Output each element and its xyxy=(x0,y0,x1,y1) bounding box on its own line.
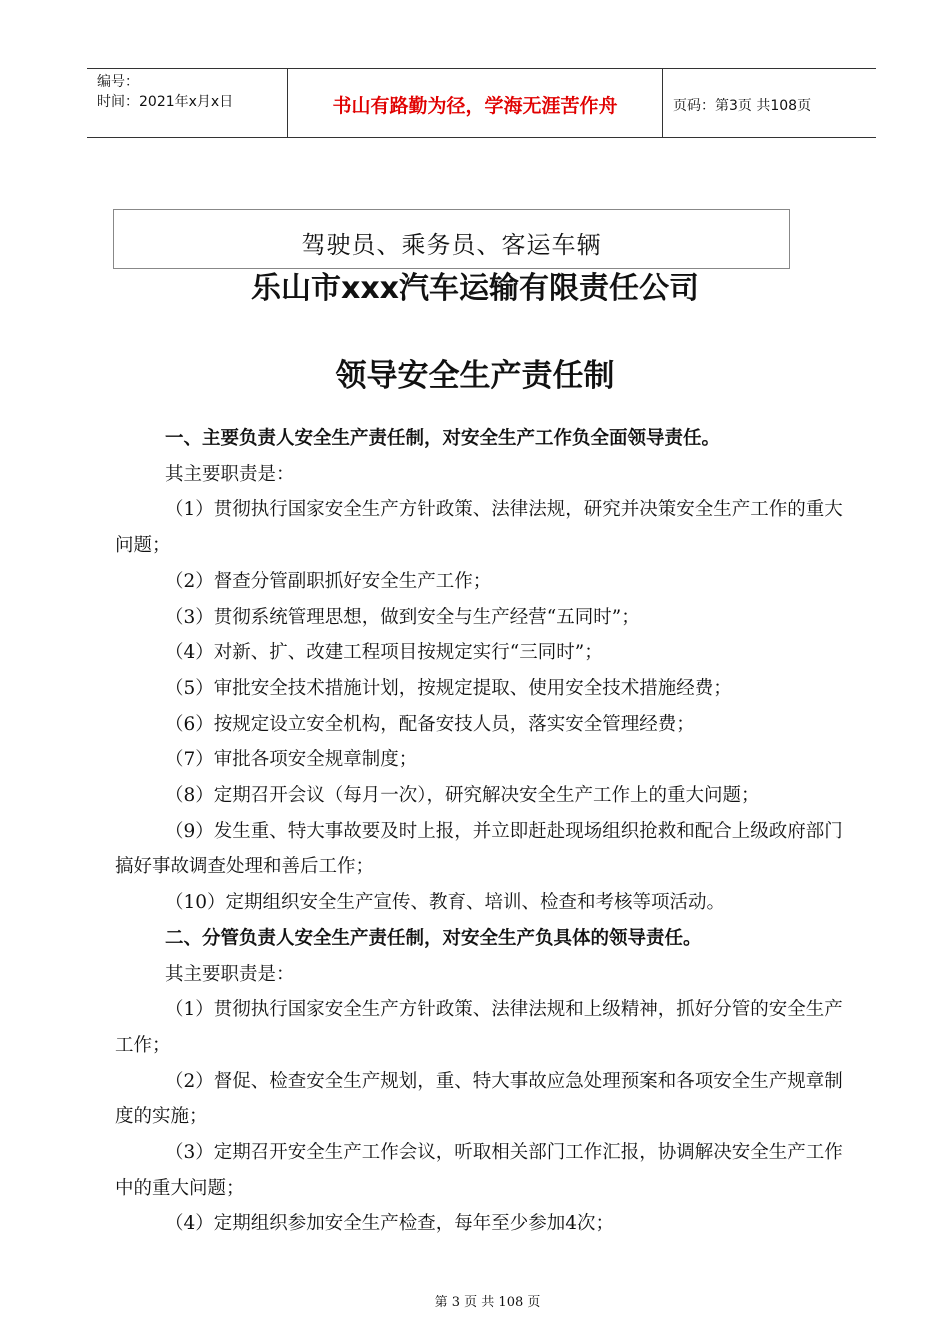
paragraph: （2）督促、检查安全生产规划，重、特大事故应急处理预案和各项安全生产规章制度的实施； xyxy=(115,1070,843,1128)
section-heading: 一、主要负责人安全生产责任制，对安全生产工作负全面领导责任。 xyxy=(165,428,721,449)
paragraph: （3）贯彻系统管理思想，做到安全与生产经营“五同时”； xyxy=(165,606,640,628)
paragraph: 其主要职责是： xyxy=(165,463,295,485)
paragraph: （5）审批安全技术措施计划，按规定提取、使用安全技术措施经费； xyxy=(165,677,732,699)
document-body xyxy=(115,421,850,1242)
paragraph: （4）对新、扩、改建工程项目按规定实行“三同时”； xyxy=(165,642,603,664)
subtitle-box xyxy=(113,209,790,269)
company-name: 乐山市xxx汽车运输有限责任公司 xyxy=(250,271,700,306)
page-indicator: 页码：第3页 共108页 xyxy=(673,98,812,114)
serial-number-label: 编号： xyxy=(97,74,139,90)
motto: 书山有路勤为径，学海无涯苦作舟 xyxy=(332,95,618,117)
paragraph: （1）贯彻执行国家安全生产方针政策、法律法规，研究并决策安全生产工作的重大问题； xyxy=(115,499,843,557)
paragraph: （2）督查分管副职抓好安全生产工作； xyxy=(165,570,492,592)
header-table xyxy=(87,68,876,138)
paragraph: （9）发生重、特大事故要及时上报，并立即赶赴现场组织抢救和配合上级政府部门搞好事故调查处理和善后工作； xyxy=(115,820,843,878)
paragraph: （6）按规定设立安全机构，配备安技人员，落实安全管理经费； xyxy=(165,713,695,735)
section-heading: 二、分管负责人安全生产责任制，对安全生产负具体的领导责任。 xyxy=(165,927,702,949)
document-title: 领导安全生产责任制 xyxy=(335,358,615,394)
paragraph: （8）定期召开会议（每月一次），研究解决安全生产工作上的重大问题； xyxy=(165,785,760,807)
paragraph: （4）定期组织参加安全生产检查，每年至少参加4次； xyxy=(165,1213,615,1235)
paragraph: （7）审批各项安全规章制度； xyxy=(165,749,418,771)
paragraph: 其主要职责是： xyxy=(165,963,295,985)
header-pager-cell xyxy=(663,69,876,137)
paragraph: （10）定期组织安全生产宣传、教育、培训、检查和考核等项活动。 xyxy=(165,892,726,914)
paragraph: （1）贯彻执行国家安全生产方针政策、法律法规和上级精神，抓好分管的安全生产工作； xyxy=(115,999,843,1056)
paragraph: （3）定期召开安全生产工作会议，听取相关部门工作汇报，协调解决安全生产工作中的重大问题； xyxy=(115,1142,843,1199)
header-info-cell xyxy=(87,69,288,137)
page-footer: 第 3 页 共 108 页 xyxy=(434,1295,541,1310)
subtitle-text: 驾驶员、乘务员、客运车辆 xyxy=(301,231,602,259)
header-motto-cell xyxy=(288,69,663,137)
date-label: 时间：2021年x月x日 xyxy=(97,94,234,110)
